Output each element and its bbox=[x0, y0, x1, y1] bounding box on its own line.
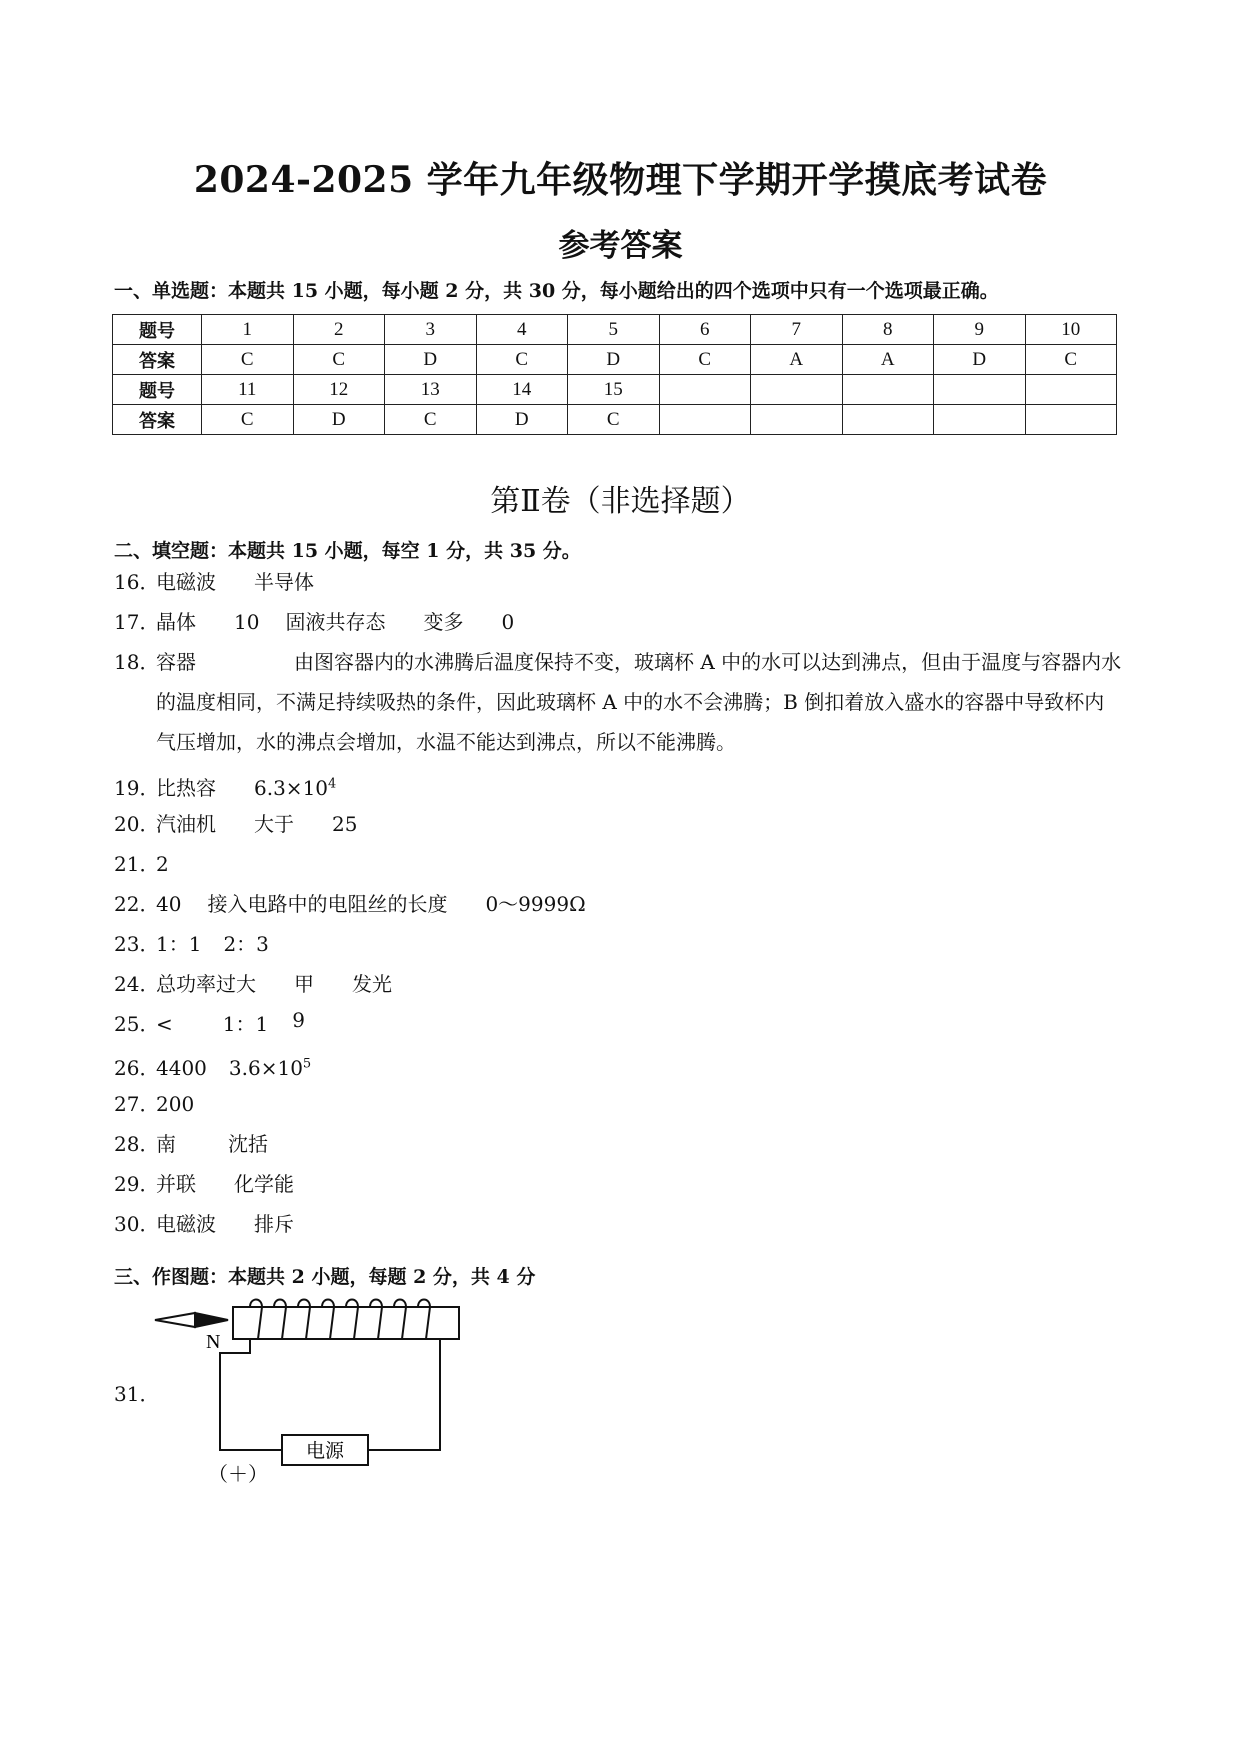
question-number: 19． bbox=[114, 775, 160, 800]
answer-blank: 1：1 bbox=[222, 1012, 269, 1036]
answer-value: 3.6×10 bbox=[228, 1055, 303, 1080]
answer-blank: 2：3 bbox=[223, 932, 269, 956]
table-row bbox=[113, 345, 1117, 375]
table-cell: C bbox=[1025, 345, 1117, 375]
answer-blank: 4400 bbox=[156, 1055, 207, 1080]
table-cell: 7 bbox=[751, 315, 843, 345]
exponent: 4 bbox=[328, 776, 337, 791]
table-cell: 11 bbox=[202, 375, 294, 405]
question-number: 27． bbox=[114, 1092, 160, 1116]
answer-item-16 bbox=[114, 568, 352, 596]
answer-blank: 固液共存态 bbox=[285, 610, 386, 634]
answer-blank: 0～9999Ω bbox=[485, 892, 586, 916]
question-number: 29． bbox=[114, 1172, 160, 1196]
needle-label: N bbox=[206, 1331, 221, 1353]
answer-item-18 bbox=[114, 642, 1124, 754]
section1-heading: 一、单选题：本题共 15 小题，每小题 2 分，共 30 分，每小题给出的四个选项中只有一个选项最正确。 bbox=[114, 280, 999, 302]
answer-blank: 汽油机 bbox=[156, 812, 216, 836]
answer-blank: 电磁波 bbox=[156, 1212, 216, 1236]
answer-blank: 200 bbox=[156, 1092, 195, 1116]
answer-blank: 甲 bbox=[294, 972, 314, 996]
answer-blank: 9 bbox=[292, 1008, 305, 1032]
question-number: 16． bbox=[114, 570, 160, 594]
answer-item-23 bbox=[114, 930, 307, 958]
table-cell: A bbox=[842, 345, 934, 375]
table-cell: C bbox=[659, 345, 751, 375]
table-cell: D bbox=[293, 405, 385, 435]
page-subtitle: 参考答案 bbox=[558, 228, 683, 264]
question-number: 22． bbox=[114, 892, 160, 916]
question-number: 23． bbox=[114, 932, 160, 956]
answer-blank: 1：1 bbox=[156, 932, 202, 956]
table-cell bbox=[659, 375, 751, 405]
table-cell: D bbox=[934, 345, 1026, 375]
answer-item-21 bbox=[114, 850, 207, 878]
answer-blank: 25 bbox=[332, 812, 358, 836]
table-cell bbox=[659, 405, 751, 435]
answer-item-29 bbox=[114, 1170, 332, 1198]
answer-item-30 bbox=[114, 1210, 332, 1238]
table-cell: 10 bbox=[1025, 315, 1117, 345]
answer-item-19 bbox=[114, 770, 336, 802]
answer-blank: 电磁波 bbox=[156, 570, 216, 594]
table-cell: C bbox=[202, 405, 294, 435]
answer-blank: 排斥 bbox=[254, 1212, 294, 1236]
question-number: 28． bbox=[114, 1132, 160, 1156]
question-number: 21． bbox=[114, 852, 160, 876]
table-cell: C bbox=[476, 345, 568, 375]
table-row bbox=[113, 405, 1117, 435]
row-label-question: 题号 bbox=[113, 375, 202, 405]
table-cell: 1 bbox=[202, 315, 294, 345]
table-cell: 3 bbox=[385, 315, 477, 345]
answer-blank: 晶体 bbox=[156, 610, 196, 634]
compass-needle-dark-half bbox=[195, 1313, 228, 1327]
polarity-label: （＋） bbox=[208, 1462, 268, 1485]
answer-item-22 bbox=[114, 890, 624, 918]
table-cell bbox=[842, 405, 934, 435]
answer-blank bbox=[254, 776, 336, 800]
answer-blank: 并联 bbox=[156, 1172, 196, 1196]
answer-blank: 南 bbox=[156, 1132, 176, 1156]
table-cell bbox=[934, 405, 1026, 435]
answer-table bbox=[112, 314, 1117, 435]
table-cell bbox=[934, 375, 1026, 405]
answer-blank: 化学能 bbox=[234, 1172, 294, 1196]
section2-heading: 二、填空题：本题共 15 小题，每空 1 分，共 35 分。 bbox=[114, 540, 581, 562]
circuit-wires bbox=[220, 1339, 440, 1450]
answer-blank: 沈括 bbox=[228, 1132, 268, 1156]
table-cell: 6 bbox=[659, 315, 751, 345]
answer-item-25 bbox=[114, 1010, 343, 1038]
page-title: 2024-2025 学年九年级物理下学期开学摸底考试卷 bbox=[193, 159, 1048, 201]
answer-blank: 0 bbox=[501, 610, 515, 634]
compass-needle-white-half bbox=[155, 1313, 195, 1327]
answer-explanation: 由图容器内的水沸腾后温度保持不变，玻璃杯 A 中的水可以达到沸点，但由于温度与容器内水的温度相同，不满足持续吸热的条件，因此玻璃杯 A 中的水不会沸腾；B 倒扣着放入盛水的容器中导致杯内气压增加，水的沸点会增加，水温不能达到沸点，所以不能沸腾。 bbox=[156, 650, 1122, 754]
answer-blank: 大于 bbox=[254, 812, 294, 836]
answer-blank: 发光 bbox=[352, 972, 392, 996]
table-cell: D bbox=[568, 345, 660, 375]
table-cell: 5 bbox=[568, 315, 660, 345]
question-number: 24． bbox=[114, 972, 160, 996]
answer-blank: 容器 bbox=[156, 650, 196, 674]
answer-item-26 bbox=[114, 1050, 311, 1082]
electromagnet-circuit-diagram bbox=[150, 1295, 470, 1485]
volume2-title: 第Ⅱ卷（非选择题） bbox=[490, 484, 751, 519]
exponent: 5 bbox=[302, 1056, 312, 1071]
table-cell: 2 bbox=[293, 315, 385, 345]
question-number: 17． bbox=[114, 610, 160, 634]
answer-blank: 比热容 bbox=[156, 775, 216, 800]
power-supply-label: 电源 bbox=[305, 1440, 345, 1462]
answer-item-27 bbox=[114, 1090, 232, 1118]
answer-value: 6.3×10 bbox=[254, 775, 329, 800]
section3-heading: 三、作图题：本题共 2 小题，每题 2 分，共 4 分 bbox=[114, 1266, 536, 1288]
question-number: 25． bbox=[114, 1012, 160, 1036]
table-cell: 15 bbox=[568, 375, 660, 405]
row-label-answer: 答案 bbox=[113, 405, 202, 435]
answer-item-28 bbox=[114, 1130, 306, 1158]
answer-blank: 2 bbox=[156, 852, 169, 876]
table-cell: D bbox=[385, 345, 477, 375]
question-number: 18． bbox=[114, 650, 160, 674]
table-cell bbox=[1025, 405, 1117, 435]
answer-blank bbox=[229, 1056, 311, 1080]
answer-item-24 bbox=[114, 970, 430, 998]
table-cell: 4 bbox=[476, 315, 568, 345]
solenoid-core bbox=[233, 1307, 459, 1339]
question-number-31: 31． bbox=[114, 1382, 160, 1406]
table-cell: 14 bbox=[476, 375, 568, 405]
answer-blank: 总功率过大 bbox=[156, 972, 256, 996]
table-cell: 8 bbox=[842, 315, 934, 345]
question-number: 26． bbox=[114, 1055, 160, 1080]
question-number: 20． bbox=[114, 812, 160, 836]
answer-blank: 40 bbox=[156, 892, 182, 916]
table-cell: C bbox=[385, 405, 477, 435]
answer-item-17 bbox=[114, 608, 552, 636]
table-cell bbox=[751, 405, 843, 435]
answer-blank: 10 bbox=[234, 610, 260, 634]
table-cell: C bbox=[568, 405, 660, 435]
table-row bbox=[113, 315, 1117, 345]
question-number: 30． bbox=[114, 1212, 160, 1236]
table-cell: A bbox=[751, 345, 843, 375]
table-cell: C bbox=[202, 345, 294, 375]
table-cell: 12 bbox=[293, 375, 385, 405]
row-label-question: 题号 bbox=[113, 315, 202, 345]
coil-windings bbox=[250, 1300, 430, 1340]
row-label-answer: 答案 bbox=[113, 345, 202, 375]
table-cell: C bbox=[293, 345, 385, 375]
answer-blank: 变多 bbox=[423, 610, 464, 634]
table-cell bbox=[1025, 375, 1117, 405]
table-row bbox=[113, 375, 1117, 405]
answer-blank: < bbox=[156, 1012, 173, 1036]
table-cell bbox=[751, 375, 843, 405]
table-cell: 9 bbox=[934, 315, 1026, 345]
answer-blank: 接入电路中的电阻丝的长度 bbox=[207, 892, 448, 916]
answer-item-20 bbox=[114, 810, 395, 838]
table-cell bbox=[842, 375, 934, 405]
table-cell: D bbox=[476, 405, 568, 435]
answer-blank: 半导体 bbox=[254, 570, 314, 594]
table-cell: 13 bbox=[385, 375, 477, 405]
